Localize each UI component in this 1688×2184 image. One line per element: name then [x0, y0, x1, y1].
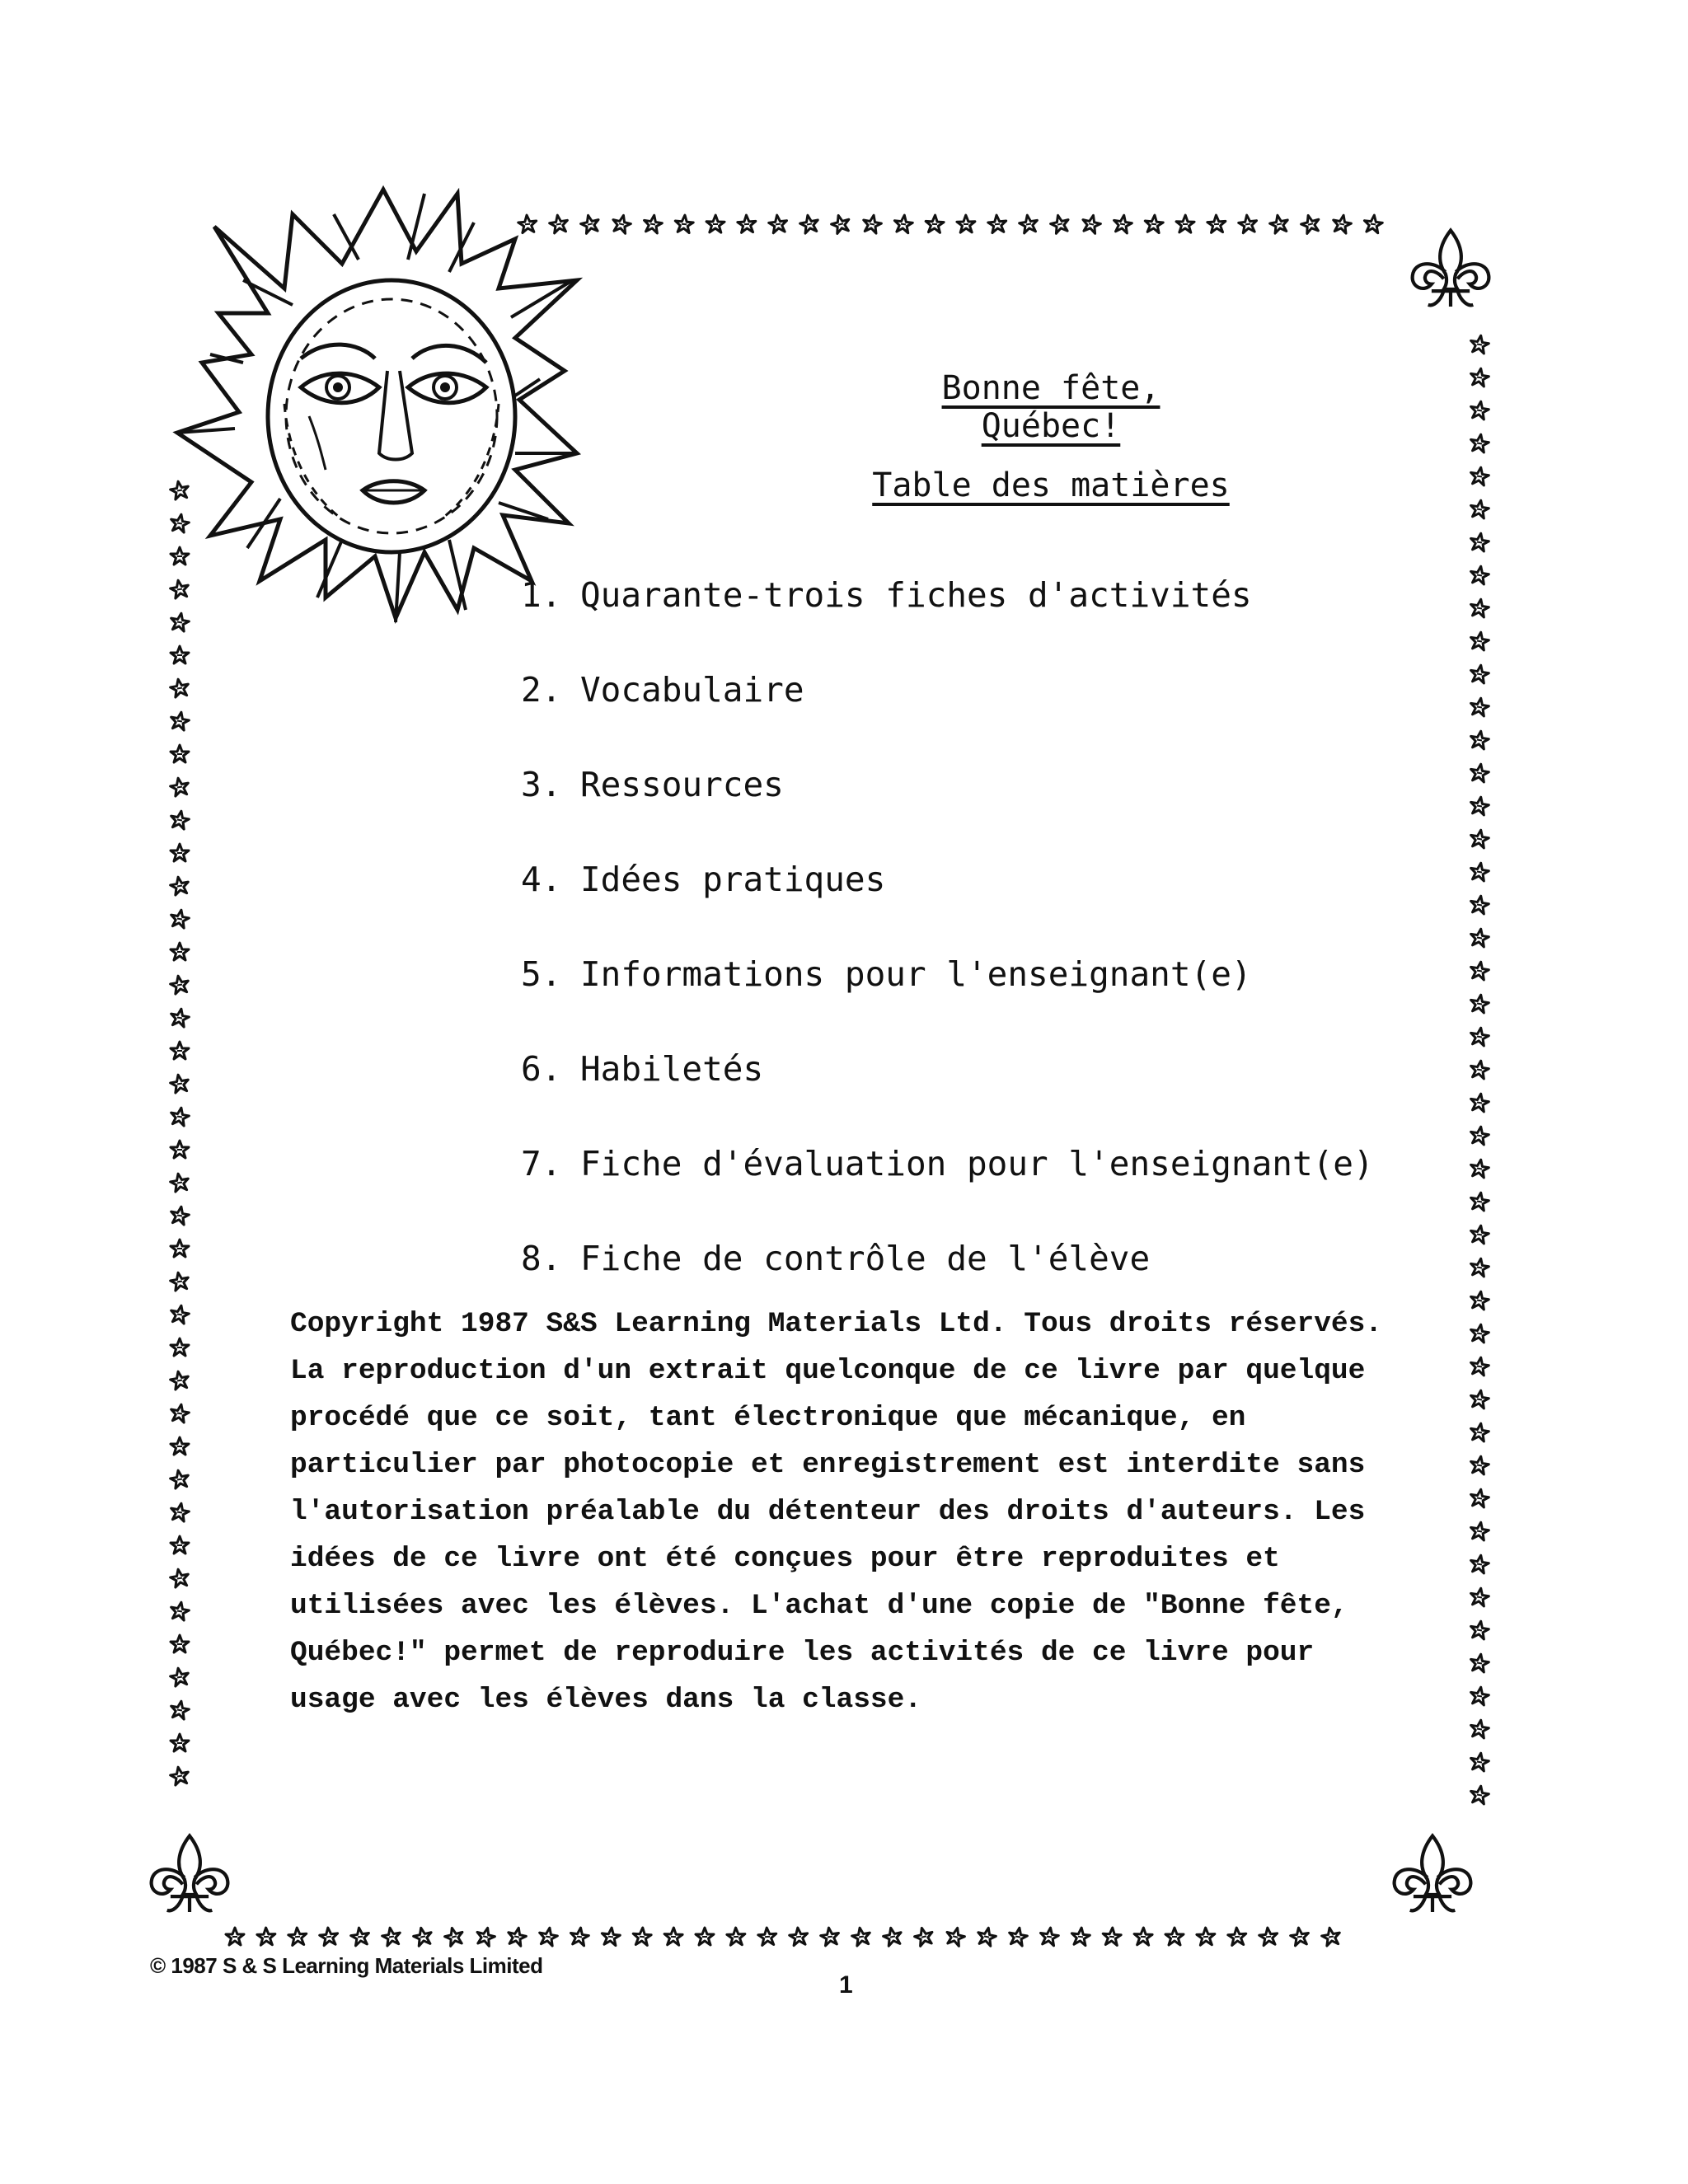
star-icon — [789, 1927, 809, 1946]
toc-item — [521, 1044, 1374, 1139]
right-star-column — [1470, 334, 1490, 1804]
star-icon — [1470, 1059, 1490, 1079]
star-icon — [171, 1338, 189, 1356]
star-icon — [1470, 894, 1490, 914]
star-icon — [1470, 532, 1490, 551]
star-icon — [893, 214, 913, 234]
star-icon — [1268, 213, 1290, 234]
star-icon — [1470, 1290, 1490, 1310]
star-icon — [1134, 1928, 1153, 1946]
star-icon — [799, 213, 820, 234]
footer-copyright: © 1987 S & S Learning Materials Limited — [150, 1953, 543, 1978]
toc-item-number: 2. — [521, 670, 562, 710]
toc-item — [521, 570, 1374, 665]
top-star-row — [518, 213, 1383, 235]
toc-item — [521, 949, 1374, 1044]
toc-item-number: 4. — [521, 860, 562, 899]
star-icon — [169, 1205, 190, 1226]
star-icon — [1470, 795, 1490, 815]
star-icon — [1470, 1488, 1490, 1507]
star-icon — [579, 213, 601, 234]
star-icon — [169, 1469, 190, 1489]
toc-item-label: Informations pour l'enseignant(e) — [580, 954, 1252, 994]
star-icon — [1300, 213, 1322, 235]
star-icon — [570, 1927, 590, 1947]
star-icon — [957, 215, 975, 232]
star-icon — [727, 1928, 746, 1946]
star-icon — [830, 213, 852, 235]
star-icon — [169, 1370, 190, 1390]
star-icon — [1165, 1928, 1184, 1945]
fleur-de-lis-icon — [1395, 1836, 1471, 1912]
star-icon — [1039, 1927, 1060, 1947]
star-icon — [169, 1403, 190, 1423]
star-icon — [1470, 1356, 1490, 1376]
star-icon — [611, 213, 632, 234]
star-icon — [169, 875, 190, 896]
star-icon — [1007, 1926, 1028, 1947]
star-icon — [169, 1106, 190, 1127]
toc-item-number: 5. — [521, 954, 562, 994]
star-icon — [1470, 1718, 1490, 1738]
star-icon — [1470, 433, 1490, 452]
star-icon — [169, 1699, 190, 1720]
star-icon — [169, 776, 190, 797]
star-icon — [1470, 1026, 1490, 1046]
star-icon — [1470, 1092, 1490, 1112]
star-icon — [257, 1928, 276, 1946]
star-icon — [861, 213, 883, 234]
star-icon — [169, 1765, 190, 1786]
star-icon — [381, 1926, 401, 1947]
star-icon — [851, 1926, 871, 1947]
star-icon — [1470, 1389, 1490, 1408]
star-icon — [696, 1928, 714, 1945]
star-icon — [443, 1926, 465, 1947]
star-icon — [169, 1502, 190, 1522]
star-icon — [1470, 1586, 1490, 1606]
star-icon — [169, 1271, 190, 1291]
star-icon — [706, 215, 724, 232]
star-icon — [1470, 927, 1490, 947]
star-icon — [171, 1734, 189, 1751]
toc-item-label: Habiletés — [580, 1049, 764, 1089]
toc-item-number: 3. — [521, 765, 562, 804]
toc-item-label: Fiche d'évaluation pour l'enseignant(e) — [580, 1144, 1374, 1183]
star-icon — [1470, 1422, 1490, 1441]
star-icon — [1470, 696, 1490, 716]
star-icon — [1470, 993, 1490, 1013]
star-icon — [171, 1240, 189, 1257]
star-icon — [169, 1007, 190, 1028]
star-icon — [1018, 213, 1039, 233]
star-icon — [1470, 1455, 1490, 1474]
star-icon — [226, 1928, 244, 1945]
star-icon — [1470, 1125, 1490, 1145]
fleur-de-lis-icon — [1413, 231, 1489, 307]
star-icon — [171, 1536, 189, 1554]
toc-item — [521, 760, 1374, 855]
star-icon — [882, 1926, 903, 1947]
star-icon — [976, 1926, 997, 1947]
star-icon — [169, 1304, 190, 1324]
star-icon — [169, 1073, 190, 1094]
star-icon — [1363, 214, 1383, 234]
star-icon — [1470, 1224, 1490, 1244]
star-icon — [1470, 499, 1490, 518]
sun-face-illustration — [177, 190, 577, 622]
star-icon — [169, 1601, 190, 1621]
toc-item-label: Vocabulaire — [580, 670, 804, 710]
star-icon — [1470, 598, 1490, 617]
star-icon — [171, 646, 189, 663]
star-icon — [1470, 1554, 1490, 1573]
star-icon — [757, 1927, 776, 1945]
bottom-star-row — [226, 1926, 1342, 1947]
star-icon — [737, 214, 756, 232]
star-icon — [1470, 1191, 1490, 1211]
star-icon — [475, 1926, 496, 1947]
star-icon — [1238, 214, 1258, 234]
toc-item-number: 8. — [521, 1239, 562, 1278]
star-icon — [1470, 1521, 1490, 1540]
star-icon — [1470, 334, 1490, 354]
star-icon — [1470, 400, 1490, 419]
star-icon — [601, 1927, 621, 1946]
table-of-contents-heading: Table des matières — [872, 466, 1230, 504]
star-icon — [1470, 1652, 1490, 1672]
left-star-column — [169, 480, 190, 1786]
reproduction-notice: La reproduction d'un extrait quelconque de ce livre par quelque procédé que ce soit, tant électronique que mécanique, en particulier par photocopie et enregistrement est interdite sans l'autorisation préalable du détenteur des droits d'auteurs. Les idées de ce livre ont été conçues pour être reproduites et utilisées avec les élèves. L'achat d'une copie de "Bonne fête, Québec!" permet de reproduire les activités de ce livre pour usage avec les élèves dans la classe. — [290, 1355, 1366, 1716]
star-icon — [171, 1635, 189, 1652]
star-icon — [1071, 1927, 1090, 1946]
star-icon — [945, 1926, 966, 1947]
star-icon — [169, 480, 190, 500]
star-icon — [169, 579, 190, 599]
star-icon — [1470, 1784, 1490, 1804]
star-icon — [1207, 214, 1226, 232]
star-icon — [1102, 1927, 1121, 1945]
star-icon — [548, 213, 569, 233]
star-icon — [1113, 213, 1133, 233]
star-icon — [1470, 1751, 1490, 1771]
toc-item-number: 1. — [521, 575, 562, 615]
star-icon — [925, 214, 944, 232]
star-icon — [1470, 466, 1490, 485]
star-icon — [1144, 214, 1164, 233]
star-icon — [987, 214, 1007, 233]
star-icon — [288, 1927, 307, 1945]
star-icon — [1470, 729, 1490, 749]
toc-item — [521, 1139, 1374, 1234]
star-icon — [1290, 1927, 1311, 1947]
star-icon — [913, 1926, 935, 1947]
star-icon — [1470, 762, 1490, 782]
toc-item-number: 6. — [521, 1049, 562, 1089]
toc-item-label: Quarante-trois fiches d'activités — [580, 575, 1252, 615]
star-icon — [1081, 213, 1102, 234]
document-title: Bonne fête, Québec! — [941, 369, 1160, 445]
star-icon — [412, 1926, 434, 1947]
star-icon — [820, 1927, 841, 1947]
star-icon — [1331, 213, 1353, 234]
star-icon — [518, 214, 537, 233]
toc-item — [521, 665, 1374, 760]
star-icon — [506, 1926, 528, 1947]
page-number: 1 — [839, 1971, 853, 1999]
star-icon — [1470, 1619, 1490, 1639]
star-icon — [1470, 367, 1490, 387]
star-icon — [169, 612, 190, 632]
star-icon — [1470, 1158, 1490, 1178]
star-icon — [350, 1927, 371, 1947]
star-icon — [1470, 1685, 1490, 1705]
star-icon — [1049, 213, 1071, 234]
copyright-statement: Copyright 1987 S&S Learning Materials Ltd. Tous droits réservés. — [290, 1308, 1383, 1340]
star-icon — [643, 213, 663, 233]
star-icon — [674, 214, 694, 233]
star-icon — [1259, 1927, 1278, 1946]
star-icon — [768, 214, 788, 234]
star-icon — [171, 1042, 189, 1059]
star-icon — [169, 1568, 190, 1588]
star-icon — [169, 513, 190, 533]
toc-item-label: Idées pratiques — [580, 860, 886, 899]
copyright-notice — [290, 1301, 1403, 1723]
star-icon — [169, 677, 190, 698]
star-icon — [169, 809, 190, 830]
star-icon — [169, 908, 190, 929]
star-icon — [171, 943, 189, 960]
star-icon — [1470, 960, 1490, 980]
star-icon — [169, 974, 190, 995]
star-icon — [664, 1928, 683, 1946]
star-icon — [171, 745, 189, 762]
star-icon — [1470, 828, 1490, 848]
star-icon — [171, 547, 189, 565]
star-icon — [1470, 861, 1490, 881]
toc-item-label: Fiche de contrôle de l'élève — [580, 1239, 1151, 1278]
star-icon — [319, 1927, 339, 1946]
star-icon — [1470, 630, 1490, 650]
star-icon — [171, 844, 189, 861]
star-icon — [1176, 215, 1194, 232]
star-icon — [169, 1172, 190, 1193]
star-icon — [1470, 1323, 1490, 1343]
star-icon — [1227, 1927, 1246, 1945]
star-icon — [169, 1666, 190, 1687]
fleur-de-lis-icon — [152, 1836, 228, 1912]
toc-item-number: 7. — [521, 1144, 562, 1183]
toc-item-label: Ressources — [580, 765, 784, 804]
star-icon — [1470, 1257, 1490, 1277]
star-icon — [1320, 1926, 1341, 1947]
star-icon — [1470, 565, 1490, 584]
star-icon — [1197, 1928, 1216, 1946]
table-of-contents-list — [521, 570, 1374, 1329]
star-icon — [632, 1927, 651, 1945]
star-icon — [1470, 663, 1490, 683]
star-icon — [537, 1926, 558, 1947]
star-icon — [171, 1141, 189, 1158]
star-icon — [169, 710, 190, 731]
toc-item — [521, 855, 1374, 949]
star-icon — [171, 1437, 189, 1455]
